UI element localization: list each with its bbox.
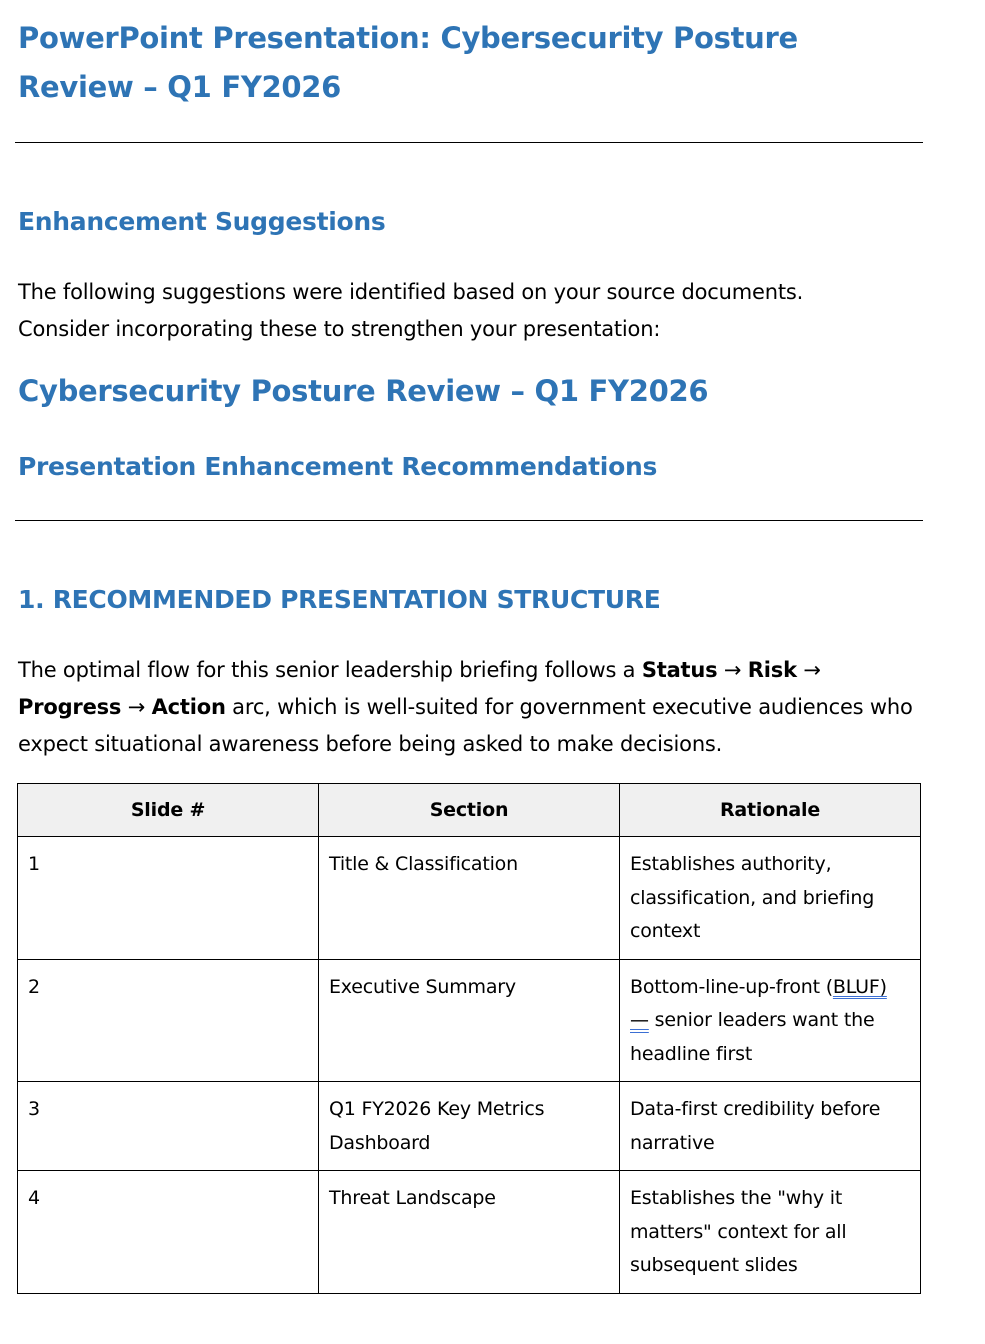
cell-rationale: Establishes the "why it matters" context for all subsequent slides: [620, 1171, 921, 1294]
cell-slide: 1: [18, 837, 319, 960]
cell-rationale: [620, 959, 921, 1082]
arc-risk: Risk: [747, 658, 797, 682]
table-row: [18, 837, 921, 960]
presentation-subtitle: Cybersecurity Posture Review – Q1 FY2026: [18, 374, 709, 408]
arc-status: Status: [641, 658, 718, 682]
document-title: PowerPoint Presentation: Cybersecurity Posture Review – Q1 FY2026: [18, 21, 798, 104]
column-header-slide: Slide #: [18, 784, 319, 837]
cell-slide: 4: [18, 1171, 319, 1294]
arc-progress: Progress: [18, 695, 122, 719]
divider: [15, 142, 923, 143]
column-header-rationale: Rationale: [620, 784, 921, 837]
arrow: →: [796, 658, 821, 682]
enhancement-suggestions-heading: Enhancement Suggestions: [18, 207, 386, 236]
cell-section: Executive Summary: [319, 959, 620, 1082]
paragraph-text: arc, which is well-suited for government executive audiences who expect situational awareness before being asked to make decisions.: [18, 695, 913, 756]
paragraph-text: The optimal flow for this senior leadership briefing follows a: [18, 658, 642, 682]
cell-rationale: Data-first credibility before narrative: [620, 1082, 921, 1171]
arrow: →: [717, 658, 748, 682]
cell-section: Title & Classification: [319, 837, 620, 960]
recommendations-heading: Presentation Enhancement Recommendations: [18, 452, 658, 481]
section-1-paragraph: [18, 652, 923, 763]
cell-slide: 2: [18, 959, 319, 1082]
arc-action: Action: [151, 695, 226, 719]
rationale-text: senior leaders want the headline first: [630, 1009, 875, 1065]
cell-slide: 3: [18, 1082, 319, 1171]
cell-section: Q1 FY2026 Key Metrics Dashboard: [319, 1082, 620, 1171]
intro-paragraph: [18, 274, 923, 348]
table-row: [18, 959, 921, 1082]
column-header-section: Section: [319, 784, 620, 837]
presentation-structure-table: [17, 783, 921, 1294]
cell-rationale: Establishes authority, classification, and briefing context: [620, 837, 921, 960]
rationale-text: Bottom-line-up-front (: [630, 975, 833, 998]
section-1-heading: 1. RECOMMENDED PRESENTATION STRUCTURE: [18, 585, 661, 614]
intro-line-1: The following suggestions were identified based on your source documents.: [18, 280, 804, 304]
grammar-suggestion-flag[interactable]: BLUF) —: [630, 975, 887, 1031]
intro-line-2: Consider incorporating these to strengthen your presentation:: [18, 317, 661, 341]
table-row: [18, 1082, 921, 1171]
table-header-row: [18, 784, 921, 837]
arrow: →: [121, 695, 152, 719]
divider: [15, 520, 923, 521]
table-row: [18, 1171, 921, 1294]
cell-section: Threat Landscape: [319, 1171, 620, 1294]
